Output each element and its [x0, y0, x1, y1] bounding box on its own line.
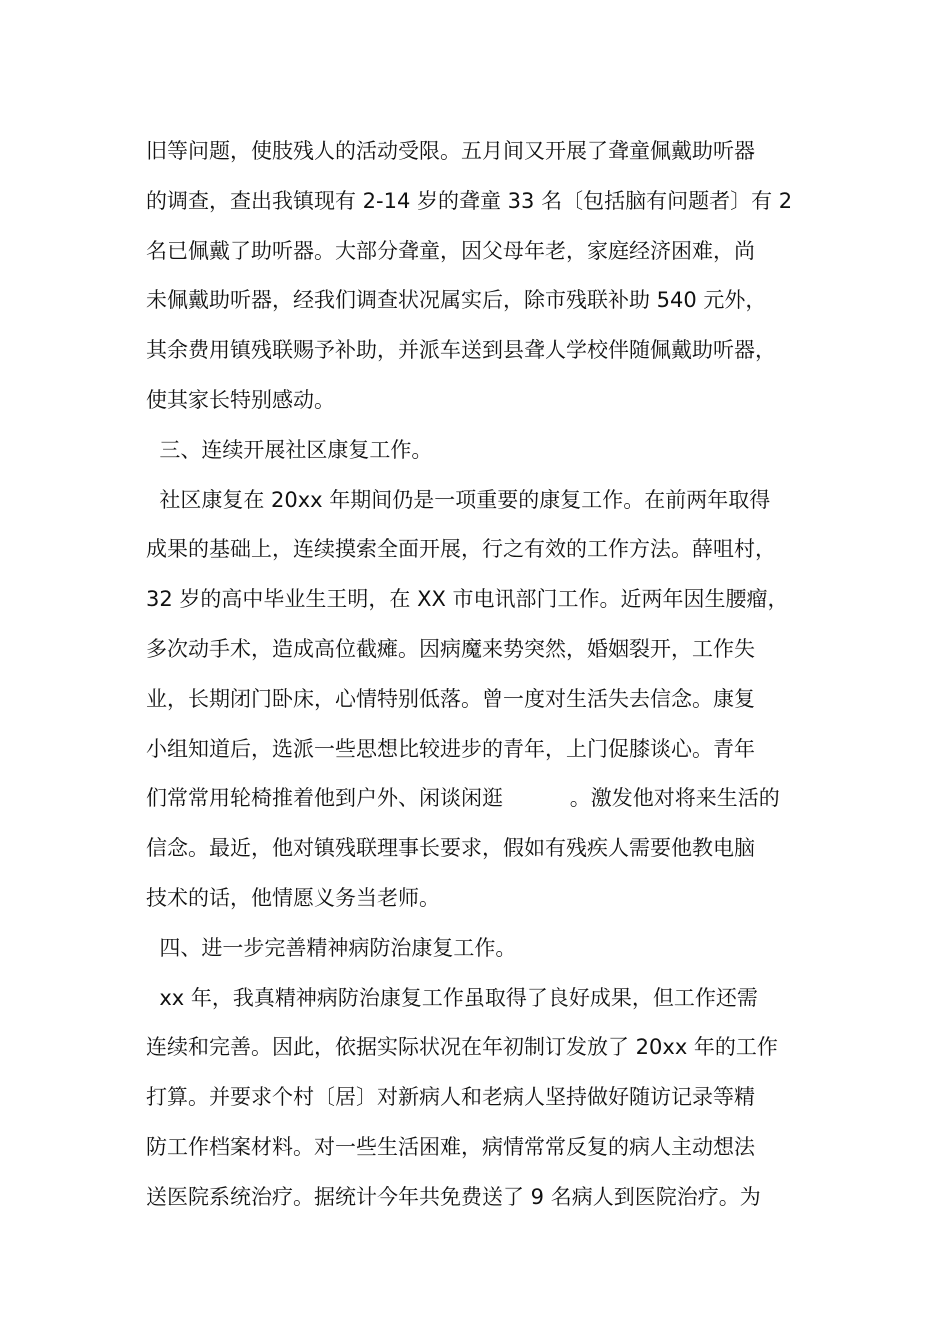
text-line: 们常常用轮椅推着他到户外、闲谈闲逛 。激发他对将来生活的	[146, 786, 780, 811]
text-line: 的调查，查出我镇现有 2-14 岁的聋童 33 名〔包括脑有问题者〕有 2	[146, 188, 793, 213]
text-line: 连续和完善。因此，依据实际状况在年初制订发放了 20xx 年的工作	[146, 1035, 778, 1060]
text-line: 技术的话，他情愿义务当老师。	[146, 885, 440, 910]
text-line: 小组知道后，选派一些思想比较进步的青年，上门促膝谈心。青年	[146, 736, 755, 761]
text-line: xx 年，我真精神病防治康复工作虽取得了良好成果，但工作还需	[146, 985, 758, 1010]
section-heading: 三、连续开展社区康复工作。	[146, 437, 433, 462]
text-line: 打算。并要求个村〔居〕对新病人和老病人坚持做好随访记录等精	[146, 1085, 755, 1110]
text-line: 信念。最近，他对镇残联理事长要求，假如有残疾人需要他教电脑	[146, 836, 755, 861]
text-line: 防工作档案材料。对一些生活困难，病情常常反复的病人主动想法	[146, 1134, 755, 1159]
text-line: 使其家长特别感动。	[146, 387, 335, 412]
text-line: 送医院系统治疗。据统计今年共免费送了 9 名病人到医院治疗。为	[146, 1184, 761, 1209]
text-line: 旧等问题，使肢残人的活动受限。五月间又开展了聋童佩戴助听器	[146, 139, 755, 163]
text-line: 其余费用镇残联赐予补助，并派车送到县聋人学校伴随佩戴助听器，	[146, 338, 776, 363]
text-line: 业，长期闭门卧床，心情特别低落。曾一度对生活失去信念。康复	[146, 686, 755, 711]
text-line: 名已佩戴了助听器。大部分聋童，因父母年老，家庭经济困难，尚	[146, 238, 755, 263]
text-line: 成果的基础上，连续摸索全面开展，行之有效的工作方法。薛咀村，	[146, 537, 776, 562]
text-line: 社区康复在 20xx 年期间仍是一项重要的康复工作。在前两年取得	[146, 487, 771, 512]
body-text	[146, 127, 812, 1223]
section-heading: 四、进一步完善精神病防治康复工作。	[146, 935, 517, 960]
text-line: 未佩戴助听器，经我们调查状况属实后，除市残联补助 540 元外，	[146, 288, 767, 313]
text-line: 32 岁的高中毕业生王明，在 XX 市电讯部门工作。近两年因生腰瘤，	[146, 587, 789, 612]
text-line: 多次动手术，造成高位截瘫。因病魔来势突然，婚姻裂开，工作失	[146, 636, 755, 661]
